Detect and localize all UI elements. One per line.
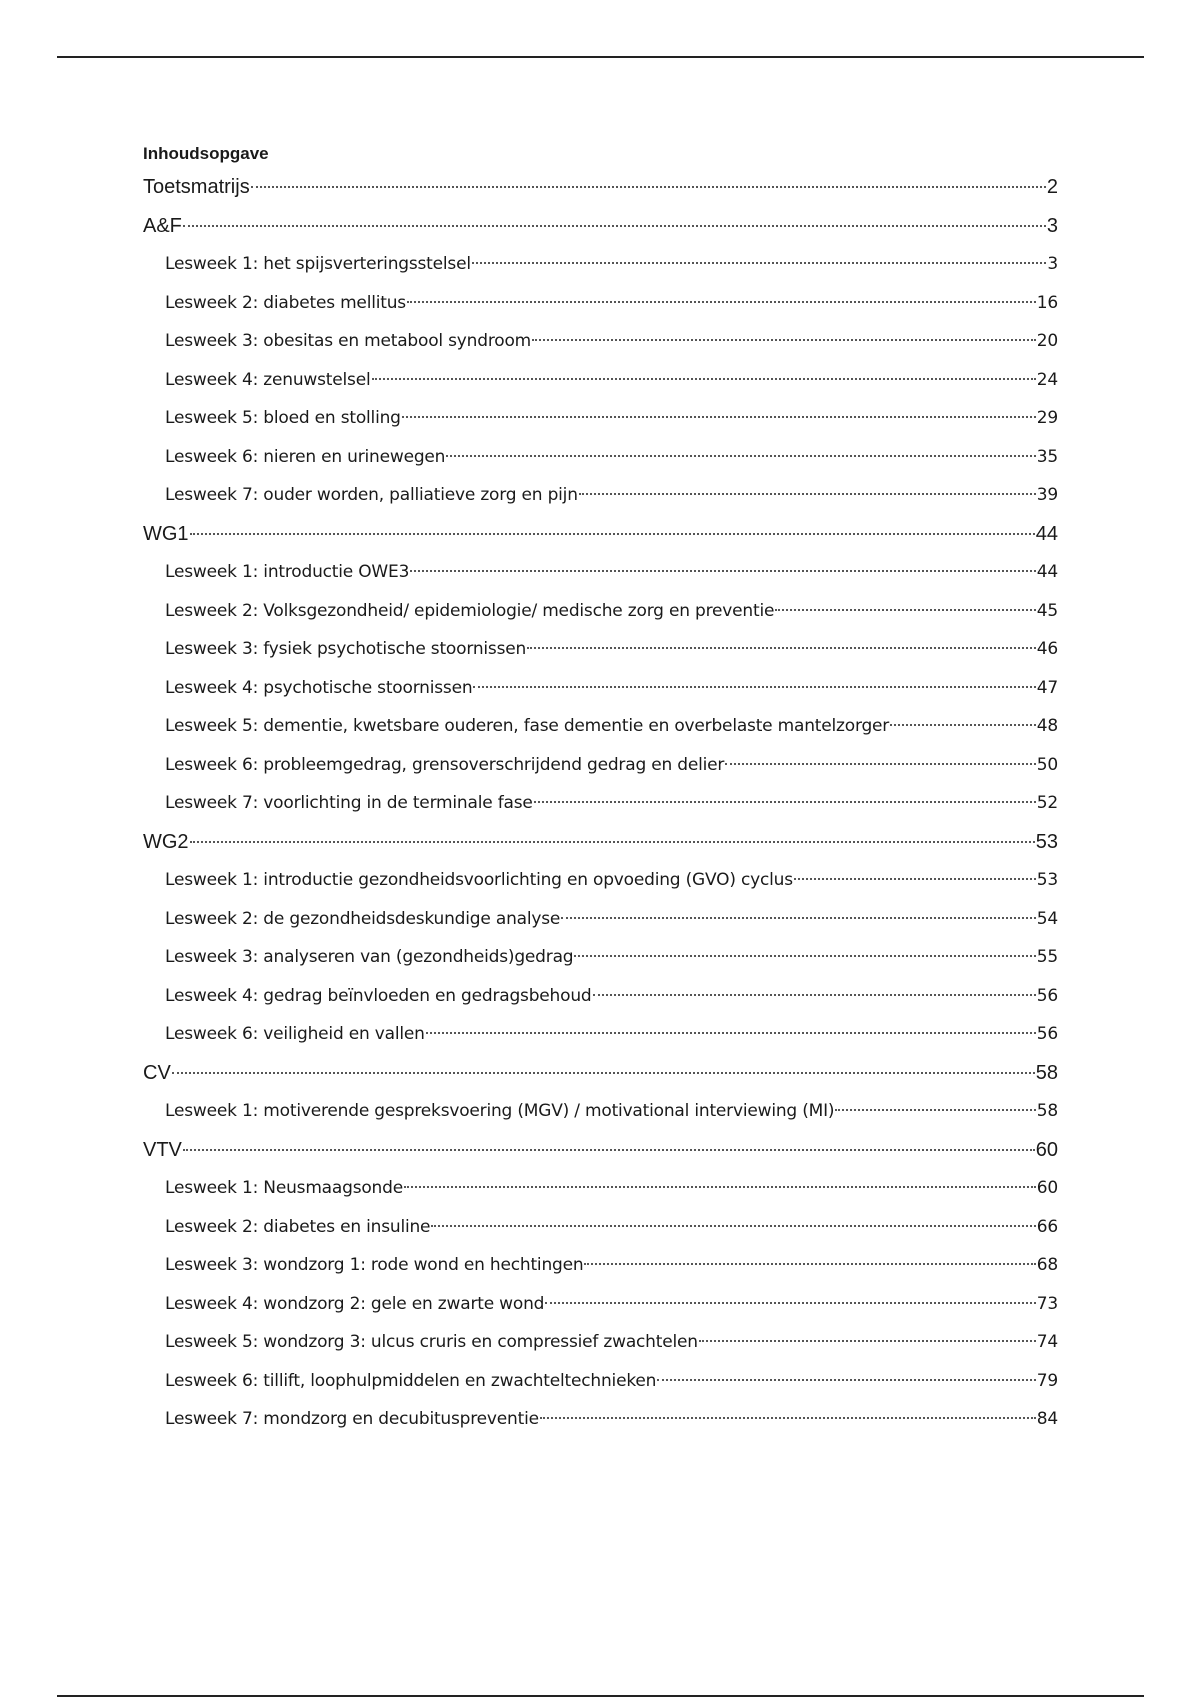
dot-leader <box>251 186 1046 188</box>
toc-subsection-entry-label: Lesweek 1: introductie gezondheidsvoorlichting en opvoeding (GVO) cyclus <box>165 870 793 890</box>
dot-leader <box>404 1186 1036 1188</box>
toc-subsection-entry-page-number: 35 <box>1036 446 1058 467</box>
toc-section-entry[interactable] <box>143 823 1058 862</box>
toc-subsection-entry-label: Lesweek 2: diabetes en insuline <box>165 1216 431 1237</box>
toc-subsection-entry[interactable] <box>143 707 1058 746</box>
toc-subsection-entry[interactable] <box>143 361 1058 400</box>
dot-leader <box>527 647 1036 649</box>
toc-subsection-entry-page-number: 24 <box>1036 369 1058 390</box>
dot-leader <box>402 416 1036 418</box>
toc-subsection-entry-page-number: 20 <box>1036 331 1058 351</box>
toc-subsection-entry-page-number: 54 <box>1036 908 1058 929</box>
toc-subsection-entry[interactable] <box>143 476 1058 515</box>
toc-subsection-entry[interactable] <box>143 592 1058 631</box>
header-rule <box>57 56 1144 58</box>
toc-subsection-entry-page-number: 47 <box>1036 677 1058 698</box>
table-of-contents <box>143 142 1058 1439</box>
toc-subsection-entry[interactable] <box>143 438 1058 477</box>
toc-subsection-entry-page-number: 39 <box>1036 485 1058 505</box>
toc-section-entry-label: CV <box>143 1061 171 1084</box>
toc-subsection-entry-page-number: 73 <box>1036 1293 1058 1314</box>
toc-section-entry[interactable] <box>143 207 1058 246</box>
toc-subsection-entry-page-number: 44 <box>1036 562 1058 582</box>
dot-leader <box>446 455 1036 457</box>
toc-subsection-entry[interactable] <box>143 1015 1058 1054</box>
toc-section-entry[interactable] <box>143 1131 1058 1170</box>
toc-subsection-entry-page-number: 16 <box>1036 292 1058 313</box>
dot-leader <box>561 917 1036 919</box>
toc-subsection-entry-label: Lesweek 1: Neusmaagsonde <box>165 1178 403 1198</box>
toc-subsection-entry-label: Lesweek 6: nieren en urinewegen <box>165 446 446 467</box>
dot-leader <box>172 1072 1035 1074</box>
toc-subsection-entry[interactable] <box>143 669 1058 708</box>
toc-subsection-entry-label: Lesweek 4: gedrag beïnvloeden en gedragsbehoud <box>165 985 592 1006</box>
dot-leader <box>472 262 1047 264</box>
toc-section-entry-label: WG1 <box>143 522 189 545</box>
dot-leader <box>532 339 1036 341</box>
dot-leader <box>183 1149 1035 1151</box>
dot-leader <box>574 955 1035 957</box>
dot-leader <box>190 841 1035 843</box>
dot-leader <box>699 1340 1036 1342</box>
footer-rule <box>57 1695 1144 1697</box>
dot-leader <box>775 609 1036 611</box>
toc-subsection-entry-label: Lesweek 5: wondzorg 3: ulcus cruris en compressief zwachtelen <box>165 1332 698 1352</box>
toc-subsection-entry[interactable] <box>143 245 1058 284</box>
toc-section-entry[interactable] <box>143 1054 1058 1093</box>
toc-section-entry-label: A&F <box>143 214 182 237</box>
toc-subsection-entry-page-number: 56 <box>1036 985 1058 1006</box>
toc-subsection-entry[interactable] <box>143 861 1058 900</box>
toc-subsection-entry-label: Lesweek 5: bloed en stolling <box>165 408 401 428</box>
dot-leader <box>584 1263 1035 1265</box>
toc-subsection-entry[interactable] <box>143 900 1058 939</box>
toc-subsection-entry-label: Lesweek 2: Volksgezondheid/ epidemiologie/ medische zorg en preventie <box>165 600 775 621</box>
toc-subsection-entry[interactable] <box>143 1092 1058 1131</box>
dot-leader <box>534 801 1036 803</box>
toc-subsection-entry[interactable] <box>143 399 1058 438</box>
toc-section-entry-page-number: 3 <box>1046 214 1058 237</box>
toc-subsection-entry[interactable] <box>143 977 1058 1016</box>
dot-leader <box>426 1032 1036 1034</box>
toc-subsection-entry-label: Lesweek 6: probleemgedrag, grensoverschrijdend gedrag en delier <box>165 754 725 775</box>
toc-subsection-entry-page-number: 29 <box>1036 408 1058 428</box>
toc-section-entry-page-number: 53 <box>1035 830 1058 853</box>
toc-subsection-entry-label: Lesweek 7: voorlichting in de terminale fase <box>165 793 533 813</box>
toc-subsection-entry-label: Lesweek 4: psychotische stoornissen <box>165 677 473 698</box>
dot-leader <box>407 301 1036 303</box>
toc-subsection-entry-page-number: 45 <box>1036 600 1058 621</box>
dot-leader <box>540 1417 1036 1419</box>
toc-section-entry-page-number: 60 <box>1035 1138 1058 1161</box>
dot-leader <box>593 994 1036 996</box>
toc-subsection-entry-label: Lesweek 1: het spijsverteringsstelsel <box>165 254 471 274</box>
dot-leader <box>890 724 1036 726</box>
toc-subsection-entry[interactable] <box>143 630 1058 669</box>
toc-subsection-entry-label: Lesweek 7: ouder worden, palliatieve zorg en pijn <box>165 485 578 505</box>
toc-subsection-entry[interactable] <box>143 1169 1058 1208</box>
toc-subsection-entry-page-number: 68 <box>1036 1255 1058 1275</box>
dot-leader <box>410 570 1036 572</box>
toc-section-entry-label: Toetsmatrijs <box>143 176 250 198</box>
dot-leader <box>835 1109 1035 1111</box>
toc-subsection-entry-page-number: 53 <box>1036 870 1058 890</box>
toc-entries <box>143 168 1058 1439</box>
toc-section-entry-page-number: 2 <box>1046 176 1058 198</box>
toc-subsection-entry-label: Lesweek 5: dementie, kwetsbare ouderen, fase dementie en overbelaste mantelzorger <box>165 716 890 736</box>
toc-subsection-entry-label: Lesweek 1: motiverende gespreksvoering (MGV) / motivational interviewing (MI) <box>165 1101 835 1121</box>
toc-subsection-entry-page-number: 74 <box>1036 1332 1058 1352</box>
toc-subsection-entry-page-number: 52 <box>1036 793 1058 813</box>
dot-leader <box>183 225 1046 227</box>
toc-subsection-entry[interactable] <box>143 1285 1058 1324</box>
toc-subsection-entry-label: Lesweek 7: mondzorg en decubituspreventie <box>165 1409 539 1429</box>
toc-subsection-entry-label: Lesweek 3: fysiek psychotische stoornissen <box>165 639 527 659</box>
toc-section-entry-label: WG2 <box>143 830 189 853</box>
dot-leader <box>579 493 1036 495</box>
toc-subsection-entry[interactable] <box>143 553 1058 592</box>
toc-subsection-entry[interactable] <box>143 1208 1058 1247</box>
toc-subsection-entry-label: Lesweek 3: analyseren van (gezondheids)gedrag <box>165 947 574 967</box>
dot-leader <box>190 533 1035 535</box>
dot-leader <box>794 878 1036 880</box>
toc-subsection-entry-page-number: 46 <box>1036 639 1058 659</box>
dot-leader <box>473 686 1035 688</box>
dot-leader <box>372 378 1036 380</box>
toc-title: Inhoudsopgave <box>143 144 269 163</box>
toc-subsection-entry-label: Lesweek 1: introductie OWE3 <box>165 562 410 582</box>
toc-subsection-entry-page-number: 66 <box>1036 1216 1058 1237</box>
dot-leader <box>657 1379 1036 1381</box>
toc-subsection-entry[interactable] <box>143 1400 1058 1439</box>
toc-subsection-entry-page-number: 56 <box>1036 1024 1058 1044</box>
toc-subsection-entry[interactable] <box>143 1362 1058 1401</box>
toc-subsection-entry-label: Lesweek 4: zenuwstelsel <box>165 369 371 390</box>
toc-subsection-entry-page-number: 55 <box>1036 947 1058 967</box>
toc-subsection-entry-label: Lesweek 2: diabetes mellitus <box>165 292 406 313</box>
toc-subsection-entry-page-number: 79 <box>1036 1370 1058 1391</box>
toc-subsection-entry-label: Lesweek 6: veiligheid en vallen <box>165 1024 425 1044</box>
toc-subsection-entry-page-number: 48 <box>1036 716 1058 736</box>
toc-section-entry[interactable] <box>143 168 1058 207</box>
dot-leader <box>725 763 1036 765</box>
toc-section-entry-page-number: 58 <box>1035 1061 1058 1084</box>
dot-leader <box>431 1225 1035 1227</box>
toc-subsection-entry[interactable] <box>143 284 1058 323</box>
toc-subsection-entry-label: Lesweek 3: wondzorg 1: rode wond en hechtingen <box>165 1255 584 1275</box>
toc-subsection-entry[interactable] <box>143 322 1058 361</box>
toc-subsection-entry-page-number: 58 <box>1036 1101 1058 1121</box>
toc-subsection-entry-label: Lesweek 4: wondzorg 2: gele en zwarte wond <box>165 1293 545 1314</box>
toc-subsection-entry[interactable] <box>143 1323 1058 1362</box>
toc-subsection-entry-label: Lesweek 6: tillift, loophulpmiddelen en zwachteltechnieken <box>165 1370 657 1391</box>
toc-subsection-entry[interactable] <box>143 938 1058 977</box>
toc-subsection-entry[interactable] <box>143 1246 1058 1285</box>
toc-section-entry[interactable] <box>143 515 1058 554</box>
toc-subsection-entry-label: Lesweek 3: obesitas en metabool syndroom <box>165 331 532 351</box>
toc-section-entry-label: VTV <box>143 1138 182 1161</box>
toc-subsection-entry-label: Lesweek 2: de gezondheidsdeskundige analyse <box>165 908 561 929</box>
toc-section-entry-page-number: 44 <box>1035 522 1058 545</box>
toc-subsection-entry-page-number: 60 <box>1036 1178 1058 1198</box>
toc-subsection-entry[interactable] <box>143 746 1058 785</box>
toc-subsection-entry-page-number: 50 <box>1036 754 1058 775</box>
toc-subsection-entry-page-number: 84 <box>1036 1409 1058 1429</box>
dot-leader <box>545 1302 1036 1304</box>
toc-subsection-entry-page-number: 3 <box>1047 254 1058 274</box>
toc-subsection-entry[interactable] <box>143 784 1058 823</box>
